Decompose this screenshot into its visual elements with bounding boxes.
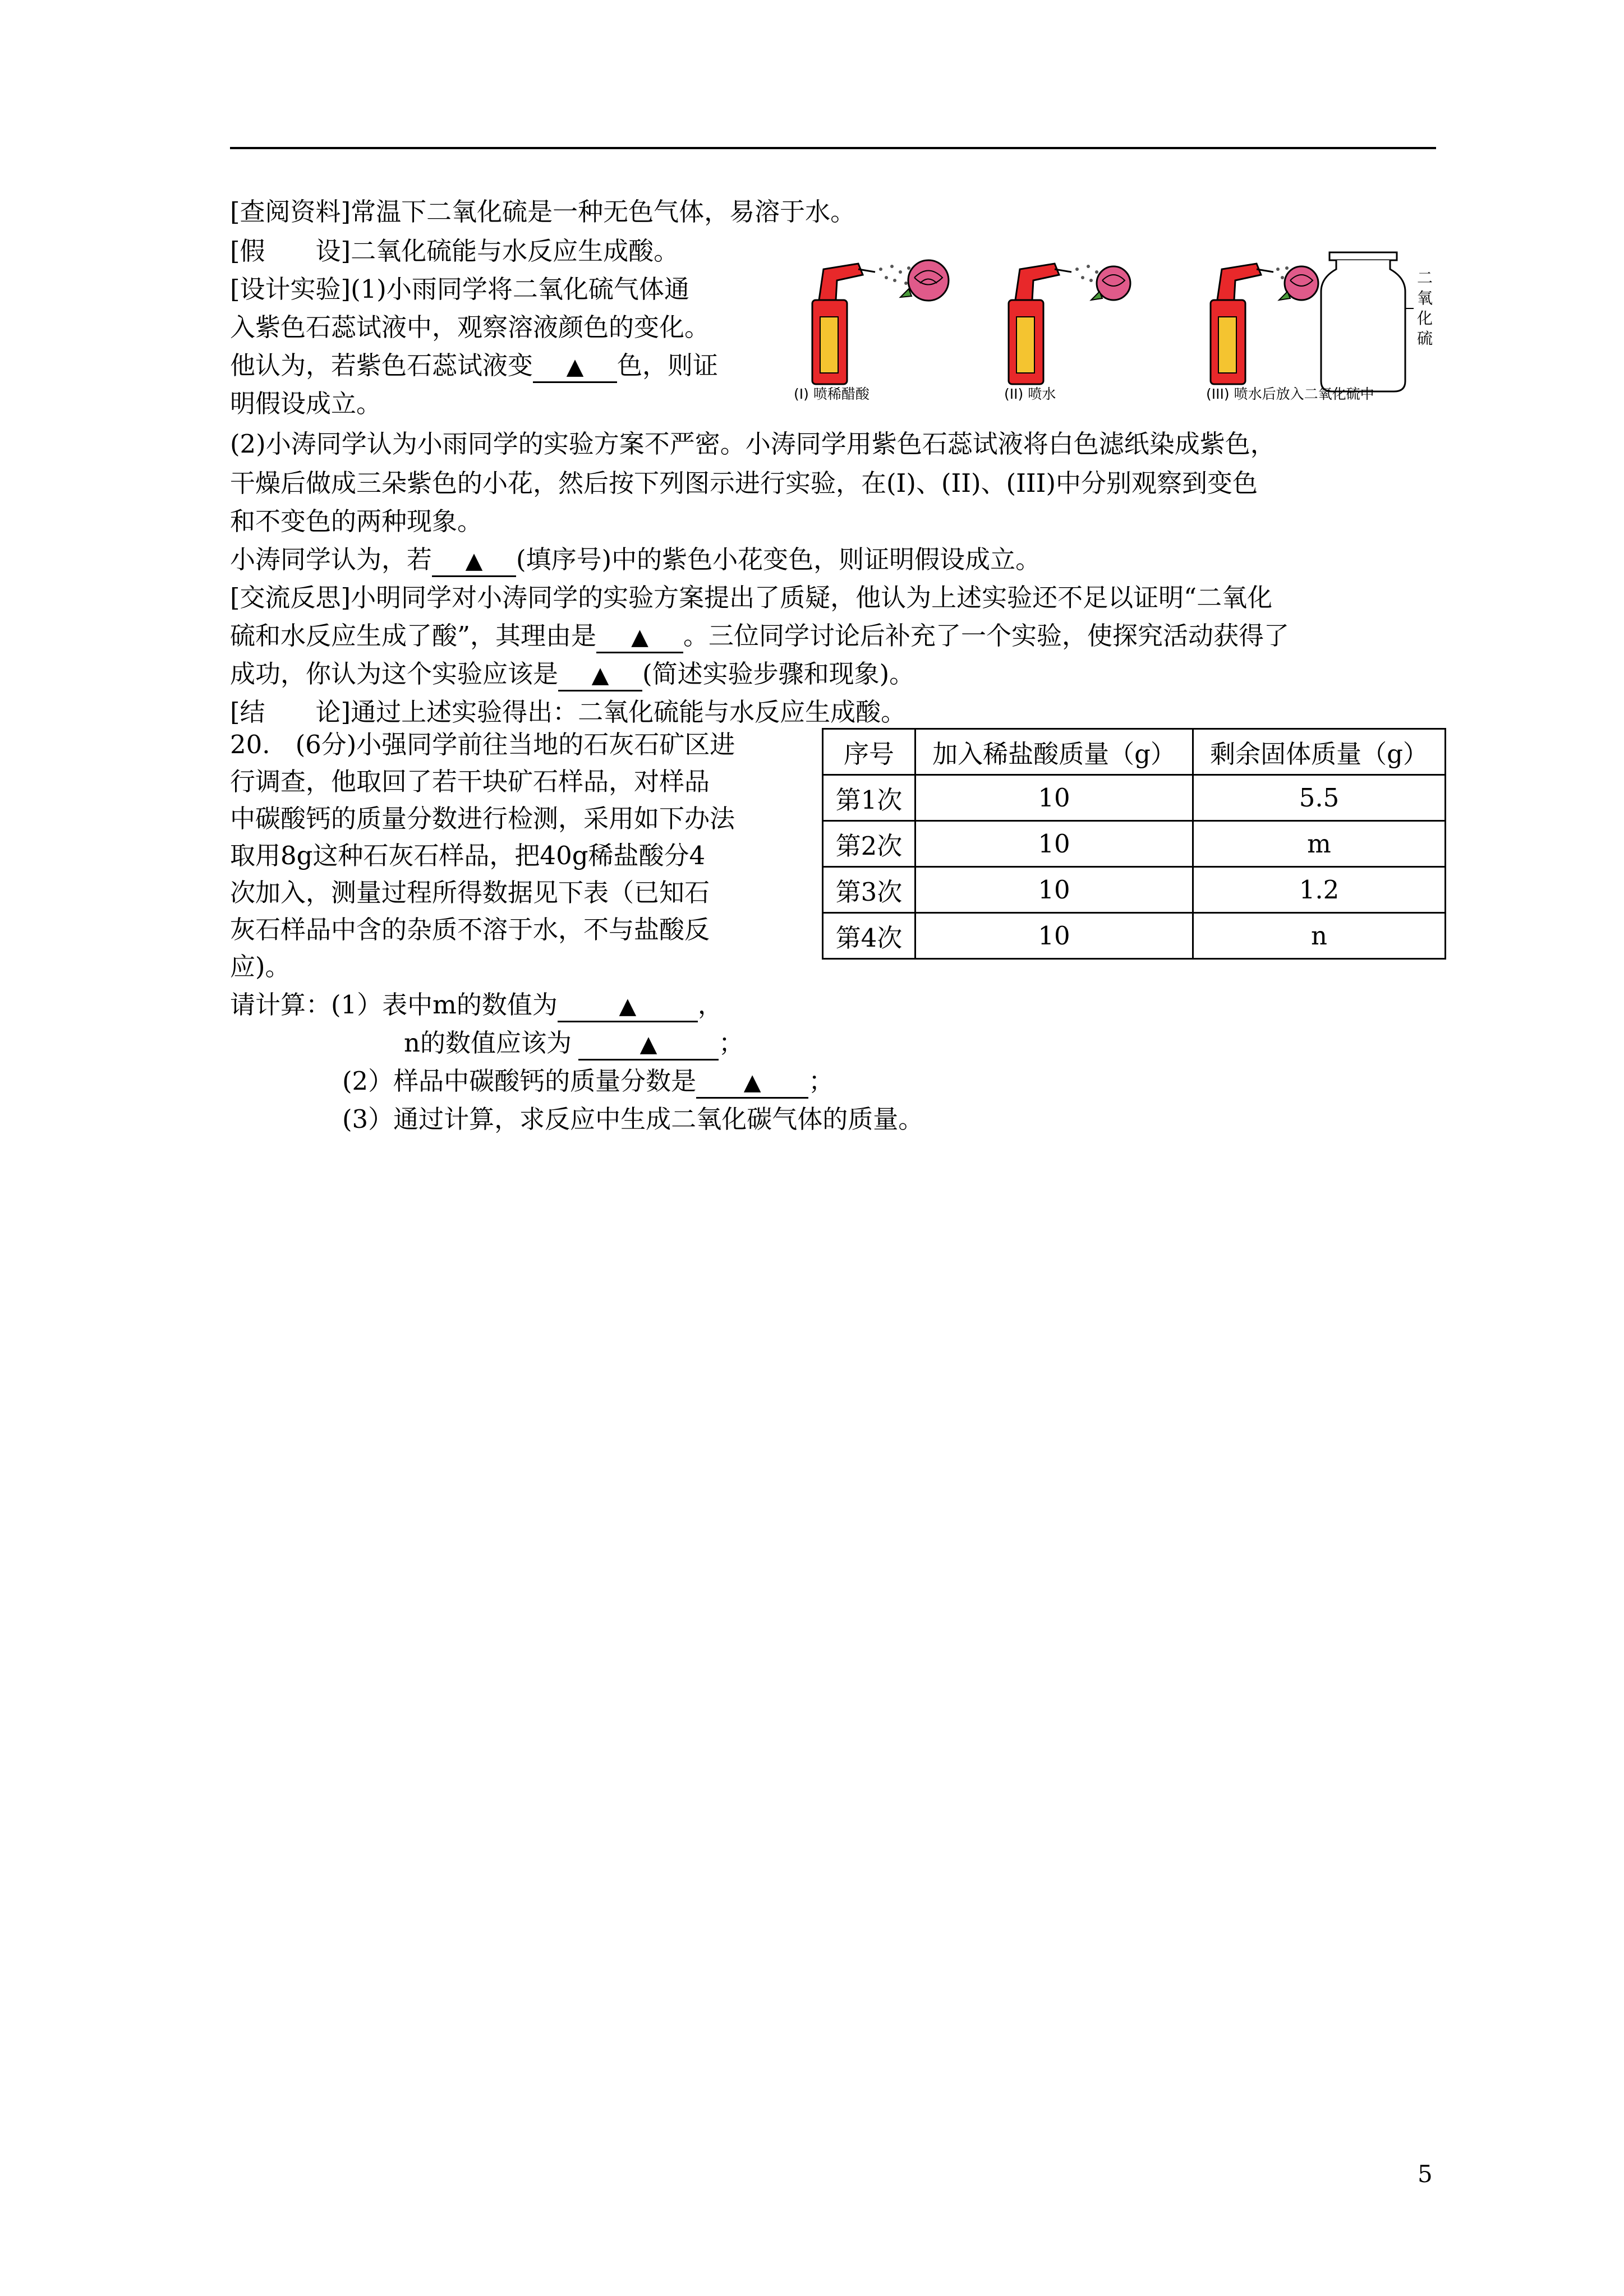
text-line: [查阅资料]常温下二氧化硫是一种无色气体，易溶于水。 xyxy=(230,197,856,227)
spray-bottle-icon xyxy=(1009,264,1071,384)
text-line: 和不变色的两种现象。 xyxy=(230,506,483,536)
table-row xyxy=(823,867,1446,913)
text-segment: n的数值应该为 xyxy=(404,1028,572,1058)
table-header-row xyxy=(823,729,1446,775)
flower-icon xyxy=(900,260,949,301)
text-segment: (2）样品中碳酸钙的质量分数是 xyxy=(342,1066,697,1096)
text-line: [假 设]二氧化硫能与水反应生成酸。 xyxy=(230,236,679,266)
text-segment: (简述实验步骤和现象)。 xyxy=(642,659,915,689)
text-line: (2)小涛同学认为小雨同学的实验方案不严密。小涛同学用紫色石蕊试液将白色滤纸染成紫色， xyxy=(230,429,1276,459)
text-line: [设计实验](1)小雨同学将二氧化硫气体通 xyxy=(230,274,689,304)
text-line: 灰石样品中含的杂质不溶于水，不与盐酸反 xyxy=(230,915,710,944)
text-segment: 请计算：(1）表中m的数值为 xyxy=(230,990,558,1020)
flower-icon xyxy=(1279,266,1318,300)
text-segment: ； xyxy=(808,1066,834,1096)
answer-blank[interactable] xyxy=(432,545,516,577)
text-line: 次加入，测量过程所得数据见下表（已知石 xyxy=(230,878,710,907)
triangle-marker: ▲ xyxy=(619,993,637,1019)
triangle-marker: ▲ xyxy=(743,1069,761,1095)
spray-mist-icon xyxy=(1075,265,1098,282)
text-line: 行调查，他取回了若干块矿石样品，对样品 xyxy=(230,767,710,796)
text-line: 应)。 xyxy=(230,952,291,981)
table-header: 加入稀盐酸质量（g） xyxy=(915,729,1193,775)
question-line xyxy=(230,988,723,1022)
jar-label-char: 化 xyxy=(1416,309,1433,328)
jar-label-char: 氧 xyxy=(1416,289,1433,307)
table-row xyxy=(823,775,1446,821)
text-segment: 小涛同学认为，若 xyxy=(230,545,433,574)
text-line: 取用8g这种石灰石样品，把40g稀盐酸分4 xyxy=(230,841,706,870)
answer-blank[interactable] xyxy=(578,1029,719,1061)
table-row xyxy=(823,913,1446,959)
answer-blank[interactable] xyxy=(533,351,617,383)
table-cell: 1.2 xyxy=(1193,867,1446,913)
table-cell: 10 xyxy=(915,775,1193,821)
text-line: 干燥后做成三朵紫色的小花，然后按下列图示进行实验，在(I)、(II)、(III)中分别观察到变色 xyxy=(230,468,1258,498)
triangle-marker: ▲ xyxy=(465,548,483,574)
text-segment: ， xyxy=(697,990,723,1020)
text-segment: (填序号)中的紫色小花变色，则证明假设成立。 xyxy=(516,545,1041,574)
triangle-marker: ▲ xyxy=(591,662,609,688)
table-cell: 第1次 xyxy=(823,775,915,821)
text-line xyxy=(230,657,914,691)
table-cell: 第3次 xyxy=(823,867,915,913)
answer-blank[interactable] xyxy=(596,621,683,653)
text-segment: 硫和水反应生成了酸”，其理由是 xyxy=(230,621,597,651)
text-segment: 他认为，若紫色石蕊试液变 xyxy=(230,351,533,380)
spray-bottle-icon xyxy=(1211,264,1273,384)
triangle-marker: ▲ xyxy=(640,1031,657,1057)
text-segment: ； xyxy=(718,1028,744,1058)
table-cell: 5.5 xyxy=(1193,775,1446,821)
text-line: 中碳酸钙的质量分数进行检测，采用如下办法 xyxy=(230,804,735,833)
spray-bottle-icon xyxy=(812,264,875,384)
table-row xyxy=(823,821,1446,867)
text-line xyxy=(230,543,1041,577)
text-line xyxy=(230,349,718,383)
text-line xyxy=(230,619,1289,653)
jar-label xyxy=(1416,268,1433,349)
text-segment: 成功，你认为这个实验应该是 xyxy=(230,659,559,689)
table-header: 序号 xyxy=(823,729,915,775)
text-segment: 。三位同学讨论后补充了一个实验，使探究活动获得了 xyxy=(683,621,1290,651)
figure-caption: (I) 喷稀醋酸 xyxy=(794,386,869,402)
question-line xyxy=(342,1064,834,1099)
figure-caption: (II) 喷水 xyxy=(1004,386,1056,402)
answer-blank[interactable] xyxy=(558,660,642,691)
spray-mist-icon xyxy=(879,265,910,285)
text-segment: 色，则证 xyxy=(617,351,719,380)
header-rule xyxy=(230,147,1436,149)
triangle-marker: ▲ xyxy=(631,624,648,650)
table-cell: 10 xyxy=(915,913,1193,959)
table-cell: m xyxy=(1193,821,1446,867)
triangle-marker: ▲ xyxy=(566,354,584,380)
table-cell: 10 xyxy=(915,867,1193,913)
text-line: 20. (6分)小强同学前往当地的石灰石矿区进 xyxy=(230,730,735,759)
question-line xyxy=(404,1026,744,1061)
text-line: 明假设成立。 xyxy=(230,389,382,418)
jar-label-char: 硫 xyxy=(1416,329,1433,348)
table-cell: 第2次 xyxy=(823,821,915,867)
table-cell: 第4次 xyxy=(823,913,915,959)
text-line: 入紫色石蕊试液中，观察溶液颜色的变化。 xyxy=(230,312,710,342)
table-cell: n xyxy=(1193,913,1446,959)
page-number: 5 xyxy=(1418,2160,1433,2188)
answer-blank[interactable] xyxy=(558,990,698,1022)
text-line: [结 论]通过上述实验得出：二氧化硫能与水反应生成酸。 xyxy=(230,697,907,727)
data-table xyxy=(822,728,1446,960)
text-line: [交流反思]小明同学对小涛同学的实验方案提出了质疑，他认为上述实验还不足以证明“二氧化 xyxy=(230,583,1273,612)
jar-label-char: 二 xyxy=(1416,269,1433,287)
table-header: 剩余固体质量（g） xyxy=(1193,729,1446,775)
figure-caption: (III) 喷水后放入二氧化硫中 xyxy=(1206,386,1374,402)
answer-blank[interactable] xyxy=(696,1067,808,1099)
question-line: (3）通过计算，求反应中生成二氧化碳气体的质量。 xyxy=(342,1104,924,1134)
table-cell: 10 xyxy=(915,821,1193,867)
gas-jar-icon xyxy=(1321,252,1414,391)
